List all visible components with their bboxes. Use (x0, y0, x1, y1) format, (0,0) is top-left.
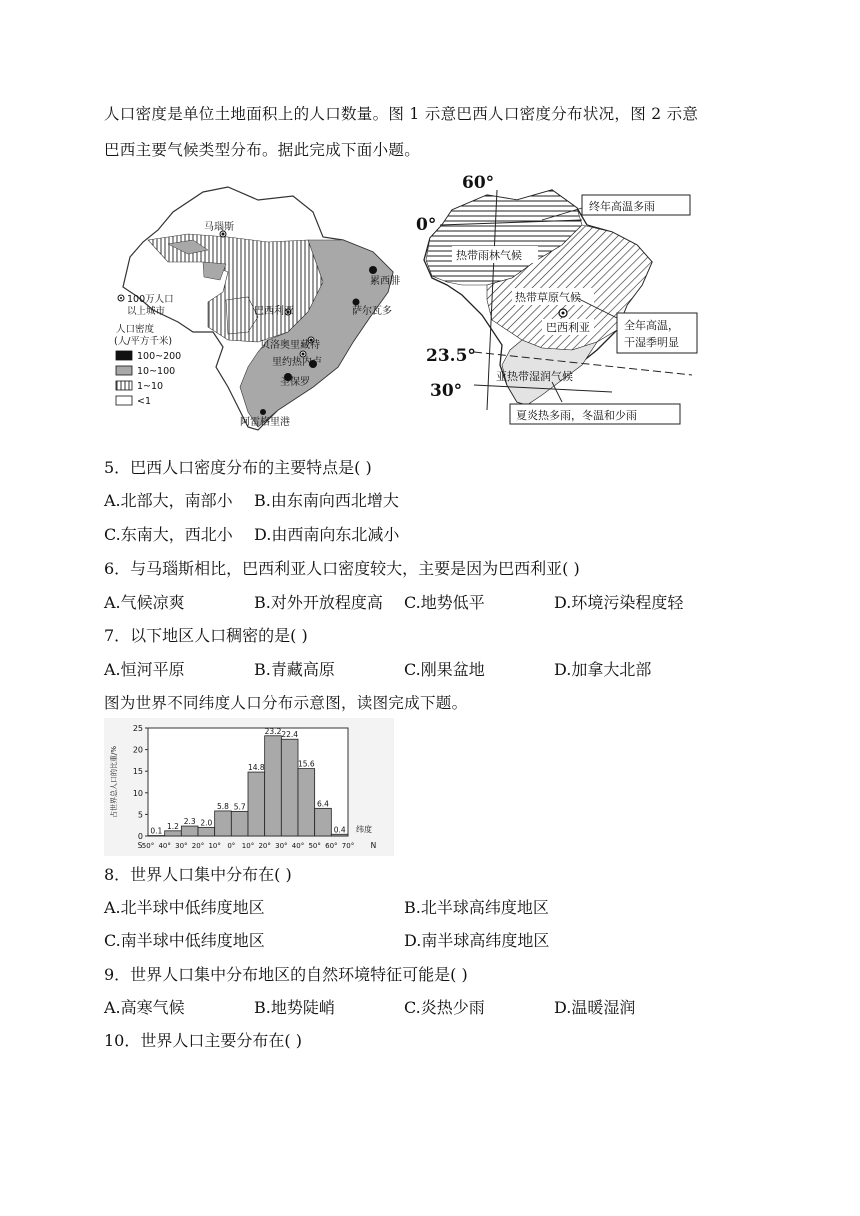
data-label: 5.7 (233, 802, 246, 812)
q6-option-b: B.对外开放程度高 (254, 593, 383, 612)
data-label: 14.8 (247, 763, 265, 773)
latitude-population-chart (104, 718, 394, 856)
subtropical-label: 亚热带湿润气候 (496, 370, 573, 383)
svg-text:以上城市: 以上城市 (127, 306, 166, 317)
question-5: 5．巴西人口密度分布的主要特点是( ) (104, 458, 372, 477)
q5-option-b: B.由东南向西北增大 (254, 491, 399, 510)
svg-text:<1: <1 (137, 396, 152, 407)
callout-savanna-text-1: 全年高温， (624, 319, 679, 332)
bar-50°N-60°N (315, 808, 332, 836)
data-label: 2.0 (200, 818, 213, 828)
bar-30°N-40°N (281, 739, 298, 836)
q8-option-a: A.北半球中低纬度地区 (104, 898, 265, 917)
y-tick-label: 25 (132, 724, 143, 733)
tropic-label: 23.5° (426, 346, 476, 366)
svg-text:100~200: 100~200 (137, 351, 182, 362)
x-tick-label: 30° (275, 842, 288, 850)
q5-option-a: A.北部大，南部小 (104, 491, 233, 510)
bar-10°N-20°N (248, 772, 265, 836)
brasilia-climate-label: 巴西利亚 (546, 321, 590, 334)
q6-option-d: D.环境污染程度轻 (554, 593, 684, 612)
city-label-salvador: 萨尔瓦多 (352, 306, 392, 317)
intro-line-1: 人口密度是单位土地面积上的人口数量。图 1 示意巴西人口密度分布状况，图 2 示意 (104, 105, 699, 123)
x-tick-label-S: S (137, 841, 143, 850)
callout-rainforest-text: 终年高温多雨 (589, 200, 655, 213)
density-100-200-recife (369, 266, 377, 274)
question-8: 8．世界人口集中分布在( ) (104, 865, 292, 884)
lat-30-label: 30° (430, 381, 463, 401)
city-label-porto-alegre: 阿雷格里港 (240, 417, 290, 428)
density-100-200-south (260, 409, 266, 415)
q5-option-d: D.由西南向东北减小 (254, 525, 400, 544)
svg-text:1~10: 1~10 (137, 381, 164, 392)
question-9: 9．世界人口集中分布地区的自然环境特征可能是( ) (104, 965, 468, 984)
data-label: 15.6 (297, 759, 315, 769)
brazil-climate-map (412, 170, 702, 432)
brazil-population-density-map (108, 182, 408, 437)
bar-40°N-50°N (298, 769, 315, 836)
x-tick-label: 30° (175, 842, 188, 850)
data-label: 5.8 (217, 801, 229, 811)
bar-0°-10°N (231, 811, 248, 836)
data-label: 1.2 (167, 821, 179, 831)
q7-option-c: C.刚果盆地 (404, 660, 485, 679)
data-label: 6.4 (317, 799, 329, 809)
svg-text:(人/平方千米): (人/平方千米) (114, 336, 173, 347)
question-7: 7．以下地区人口稠密的是( ) (104, 626, 308, 645)
data-label: 0.4 (333, 825, 346, 835)
y-tick-label: 10 (132, 788, 143, 798)
x-axis-label: 纬度 (356, 825, 372, 834)
chart-intro: 图为世界不同纬度人口分布示意图，读图完成下题。 (104, 694, 468, 712)
q9-option-a: A.高寒气候 (104, 998, 185, 1017)
bar-20°N-30°N (265, 736, 282, 836)
q7-option-a: A.恒河平原 (104, 660, 185, 679)
x-tick-label: 40° (158, 842, 171, 850)
longitude-60-label: 60° (462, 173, 495, 193)
q7-option-d: D.加拿大北部 (554, 660, 652, 679)
bar-60°N-70°N (331, 834, 348, 836)
data-label: 0.1 (150, 826, 163, 836)
bar-30°S-20°S (181, 826, 198, 836)
equator-label: 0° (416, 215, 437, 235)
y-tick-label: 5 (137, 810, 143, 820)
city-label-sao-paulo: 圣保罗 (280, 377, 310, 388)
x-tick-label: 20° (258, 842, 271, 850)
y-axis-label: 占世界总人口的比重/% (110, 745, 118, 819)
question-10: 10．世界人口主要分布在( ) (104, 1031, 302, 1050)
city-label-manaus: 马瑙斯 (204, 222, 234, 233)
bar-20°S-10°S (198, 827, 215, 836)
q6-option-c: C.地势低平 (404, 593, 485, 612)
savanna-label: 热带草原气候 (515, 291, 581, 304)
q8-option-c: C.南半球中低纬度地区 (104, 931, 265, 950)
x-tick-label: 50° (141, 842, 155, 850)
question-6: 6．与马瑙斯相比，巴西利亚人口密度较大，主要是因为巴西利亚( ) (104, 559, 580, 578)
callout-savanna-text-2: 干湿季明显 (624, 336, 679, 349)
bar-40°S-30°S (165, 831, 182, 836)
x-tick-label: 20° (191, 842, 205, 850)
data-label: 2.3 (183, 817, 196, 827)
city-label-rio: 里约热内卢 (272, 357, 322, 368)
city-label-recife: 累西腓 (370, 276, 400, 287)
city-label-belo-horizonte: 贝洛奥里藏特 (260, 340, 320, 351)
svg-text:10~100: 10~100 (137, 366, 176, 377)
q9-option-b: B.地势陡峭 (254, 998, 335, 1017)
data-label: 23.2 (264, 726, 282, 736)
x-tick-label: 40° (291, 842, 305, 850)
q8-option-b: B.北半球高纬度地区 (404, 898, 549, 917)
callout-subtropical-text: 夏炎热多雨，冬温和少雨 (516, 409, 637, 422)
x-tick-label: 0° (227, 842, 236, 850)
x-tick-label: 10° (241, 842, 255, 850)
q9-option-d: D.温暖湿润 (554, 998, 636, 1017)
x-tick-label: 50° (308, 842, 321, 850)
y-tick-label: 20 (132, 745, 143, 755)
x-tick-label: 60° (325, 842, 338, 850)
density-100-200-salvador (353, 299, 360, 306)
q9-option-c: C.炎热少雨 (404, 998, 485, 1017)
q6-option-a: A.气候凉爽 (104, 593, 185, 612)
intro-line-2: 巴西主要气候类型分布。据此完成下面小题。 (104, 141, 421, 159)
q5-option-c: C.东南大，西北小 (104, 525, 233, 544)
x-tick-label-N: N (370, 841, 377, 850)
x-tick-label: 70° (341, 842, 355, 850)
bar-10°S-0° (215, 811, 232, 836)
y-tick-label: 0 (137, 832, 143, 841)
rainforest-label: 热带雨林气候 (456, 249, 522, 262)
x-tick-label: 10° (208, 842, 221, 850)
svg-text:100万人口: 100万人口 (127, 294, 174, 305)
data-label: 22.4 (281, 730, 299, 740)
q8-option-d: D.南半球高纬度地区 (404, 931, 550, 950)
q7-option-b: B.青藏高原 (254, 660, 335, 679)
y-tick-label: 15 (132, 767, 143, 777)
svg-text:人口密度: 人口密度 (116, 324, 155, 335)
city-label-brasilia: 巴西利亚 (254, 306, 294, 317)
